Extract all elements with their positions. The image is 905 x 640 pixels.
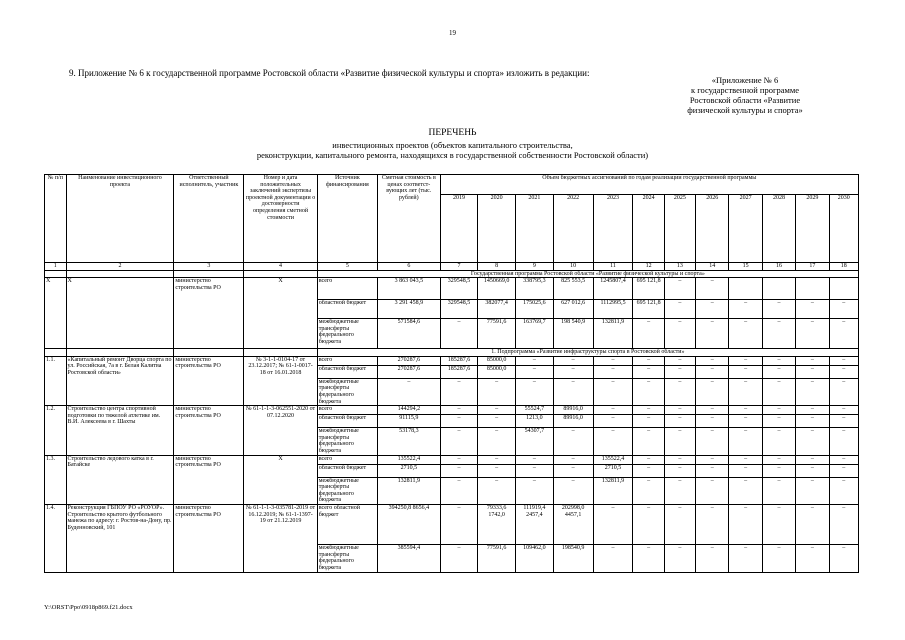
year-value: – xyxy=(633,319,664,349)
year-value: – xyxy=(829,356,858,365)
year-value: – xyxy=(729,544,762,572)
year-header: 2028 xyxy=(762,195,795,263)
year-value: 85000,0 xyxy=(478,365,516,378)
year-value: – xyxy=(664,300,695,319)
year-value: – xyxy=(664,278,695,300)
year-value: – xyxy=(516,356,554,365)
executor: министерство строительства РО xyxy=(174,406,244,455)
year-value: – xyxy=(829,504,858,544)
year-value: – xyxy=(762,415,795,428)
funding-source: межбюджетные трансферты федерального бюджета xyxy=(317,544,377,572)
year-value: – xyxy=(729,356,762,365)
year-value: 1112995,5 xyxy=(593,300,633,319)
year-value: – xyxy=(796,544,829,572)
document-title: ПЕРЕЧЕНЬ xyxy=(428,128,477,138)
year-value: 132811,9 xyxy=(593,319,633,349)
year-value: 185287,6 xyxy=(440,365,478,378)
project-name: «Капитальный ремонт Дворца спорта по ул. Российская, 7а в г. Белая Калитва Ростовской области» xyxy=(66,356,174,405)
year-value: 109462,0 xyxy=(516,544,554,572)
year-value: – xyxy=(440,406,478,415)
year-value: – xyxy=(796,464,829,477)
estimated-cost: 385594,4 xyxy=(378,544,441,572)
project-name: Строительство ледового катка в г. Батайске xyxy=(66,455,174,504)
executor: министерство строительства РО xyxy=(174,356,244,405)
column-number: 15 xyxy=(729,263,762,271)
year-value: – xyxy=(664,455,695,464)
column-number: 6 xyxy=(378,263,441,271)
year-value: – xyxy=(516,365,554,378)
year-value: – xyxy=(729,319,762,349)
year-value: – xyxy=(829,406,858,415)
file-path-footer: Y:\ORST\Ppo\0918p869.f21.docx xyxy=(44,604,133,611)
header-executor: Ответственный исполнитель, участник xyxy=(174,175,244,263)
table-row xyxy=(45,406,859,415)
estimated-cost: 135522,4 xyxy=(378,455,441,464)
year-value: – xyxy=(796,319,829,349)
header-expertise: Номер и дата положительных заключений экспертизы проектной документации о достоверности определения сметной стоимости xyxy=(244,175,317,263)
year-value: – xyxy=(829,428,858,455)
year-value: – xyxy=(729,455,762,464)
year-value: – xyxy=(516,464,554,477)
estimated-cost: 571584,6 xyxy=(378,319,441,349)
year-value: – xyxy=(478,464,516,477)
year-value: – xyxy=(593,378,633,405)
row-num: Х xyxy=(45,278,67,349)
year-value: 1213,0 xyxy=(516,415,554,428)
year-value: – xyxy=(729,378,762,405)
header-cost: Сметная стоимость в ценах соответст-вующих лет (тыс. рублей) xyxy=(378,175,441,263)
year-value: – xyxy=(553,464,593,477)
year-value: – xyxy=(633,428,664,455)
expertise: № 61-1-1-3-035781-2019 от 16.12.2019; № 61-1-1397-19 от 21.12.2019 xyxy=(244,504,317,572)
funding-source: всего xyxy=(317,278,377,300)
year-value: – xyxy=(762,378,795,405)
funding-source: межбюджетные трансферты федерального бюджета xyxy=(317,378,377,405)
year-value: – xyxy=(695,428,728,455)
year-value: – xyxy=(762,428,795,455)
year-value: 825 553,5 xyxy=(553,278,593,300)
funding-source: межбюджетные трансферты федерального бюджета xyxy=(317,319,377,349)
annex-line: физической культуры и спорта» xyxy=(687,105,803,115)
year-value xyxy=(829,278,858,300)
year-value: – xyxy=(440,504,478,544)
year-header: 2029 xyxy=(796,195,829,263)
year-value: 1450669,0 xyxy=(478,278,516,300)
funding-source: областной бюджет xyxy=(317,300,377,319)
year-value: 382077,4 xyxy=(478,300,516,319)
year-header: 2023 xyxy=(593,195,633,263)
year-value: – xyxy=(478,428,516,455)
year-value: – xyxy=(553,477,593,504)
section-row xyxy=(45,270,859,278)
year-value: 198 540,9 xyxy=(553,319,593,349)
year-value: – xyxy=(633,356,664,365)
page-number: 19 xyxy=(449,29,456,37)
year-value: 55524,7 xyxy=(516,406,554,415)
year-value: – xyxy=(729,415,762,428)
column-number: 8 xyxy=(478,263,516,271)
row-num: 1.1. xyxy=(45,356,67,405)
year-value: – xyxy=(695,365,728,378)
year-value: – xyxy=(440,477,478,504)
year-value: – xyxy=(633,464,664,477)
year-value: – xyxy=(478,455,516,464)
expertise: № 3-1-1-0104-17 от 23.12.2017; № 61-1-0017-18 от 16.01.2018 xyxy=(244,356,317,405)
year-value: – xyxy=(664,464,695,477)
year-value: 163769,7 xyxy=(516,319,554,349)
project-name: Реконструкция ГБПОУ РО «РОУОР». Строительство крытого футбольного манежа по адресу: г. Ростов-на-Дону, пр. Буденновский, 101 xyxy=(66,504,174,572)
year-value: – xyxy=(695,415,728,428)
column-number: 18 xyxy=(829,263,858,271)
column-number: 12 xyxy=(633,263,664,271)
funding-source: межбюджетные трансферты федерального бюджета xyxy=(317,428,377,455)
year-value: 1245807,4 xyxy=(593,278,633,300)
funding-source: областной бюджет xyxy=(317,464,377,477)
year-value: – xyxy=(440,544,478,572)
estimated-cost: 144294,2 xyxy=(378,406,441,415)
year-value: 54307,7 xyxy=(516,428,554,455)
year-value: 2710,5 xyxy=(593,464,633,477)
year-value: – xyxy=(440,464,478,477)
year-value: 111919,4 2457,4 xyxy=(516,504,554,544)
column-number: 7 xyxy=(440,263,478,271)
document-subtitle xyxy=(0,140,905,160)
year-value: – xyxy=(478,415,516,428)
year-value xyxy=(729,278,762,300)
year-value: – xyxy=(553,428,593,455)
annex-line: «Приложение № 6 xyxy=(711,75,779,85)
year-value: – xyxy=(664,365,695,378)
header-source: Источник финансирования xyxy=(317,175,377,263)
subtitle-line: реконструкции, капитального ремонта, находящихся в государственной собственности Ростовской области) xyxy=(256,150,649,160)
year-value: – xyxy=(516,378,554,405)
year-value: – xyxy=(695,455,728,464)
year-value xyxy=(762,278,795,300)
year-value: – xyxy=(829,464,858,477)
column-number: 2 xyxy=(66,263,174,271)
year-value: – xyxy=(516,477,554,504)
year-value: – xyxy=(729,464,762,477)
year-value: – xyxy=(633,504,664,544)
year-value: 85000,0 xyxy=(478,356,516,365)
estimated-cost: 270287,6 xyxy=(378,356,441,365)
year-header: 2024 xyxy=(633,195,664,263)
year-value: – xyxy=(762,504,795,544)
year-value: 329548,5 xyxy=(440,300,478,319)
expertise: Х xyxy=(244,278,317,349)
year-value: – xyxy=(478,378,516,405)
year-value: – xyxy=(478,477,516,504)
year-value: – xyxy=(695,300,728,319)
header-num: № п/п xyxy=(45,175,67,263)
year-value: – xyxy=(762,455,795,464)
year-value: – xyxy=(440,319,478,349)
column-number: 1 xyxy=(45,263,67,271)
column-number: 13 xyxy=(664,263,695,271)
year-value: 135522,4 xyxy=(593,455,633,464)
year-value: 77591,6 xyxy=(478,319,516,349)
year-value: – xyxy=(440,428,478,455)
estimated-cost: 394250,8 8656,4 xyxy=(378,504,441,544)
table-row xyxy=(45,278,859,300)
column-number: 9 xyxy=(516,263,554,271)
column-number: 3 xyxy=(174,263,244,271)
year-value: 338795,3 xyxy=(516,278,554,300)
column-number: 10 xyxy=(553,263,593,271)
subtitle-line: инвестиционных проектов (объектов капитального строительства, xyxy=(332,140,573,150)
year-value: – xyxy=(593,365,633,378)
year-value: – xyxy=(796,415,829,428)
year-value: – xyxy=(829,455,858,464)
year-value: 77591,6 xyxy=(478,544,516,572)
year-value: – xyxy=(762,544,795,572)
row-num: 1.2. xyxy=(45,406,67,455)
year-header: 2022 xyxy=(553,195,593,263)
funding-source: всего xyxy=(317,406,377,415)
year-value: – xyxy=(695,544,728,572)
year-value: 627 012,6 xyxy=(553,300,593,319)
estimated-cost: – xyxy=(378,378,441,405)
column-number: 5 xyxy=(317,263,377,271)
year-value: – xyxy=(695,278,728,300)
year-value: – xyxy=(829,415,858,428)
year-value: – xyxy=(664,477,695,504)
year-value: – xyxy=(762,300,795,319)
funding-source: межбюджетные трансферты федерального бюджета xyxy=(317,477,377,504)
year-value: 695 121,8 xyxy=(633,300,664,319)
year-value: – xyxy=(729,300,762,319)
year-value: – xyxy=(633,477,664,504)
year-value: – xyxy=(664,319,695,349)
funding-source: всего xyxy=(317,455,377,464)
year-value: 132811,9 xyxy=(593,477,633,504)
year-header: 2020 xyxy=(478,195,516,263)
year-value: – xyxy=(695,319,728,349)
year-value: – xyxy=(664,544,695,572)
year-value: – xyxy=(553,365,593,378)
year-value: – xyxy=(829,477,858,504)
section-row xyxy=(45,349,859,357)
year-value: – xyxy=(593,504,633,544)
year-value: – xyxy=(762,356,795,365)
year-header: 2025 xyxy=(664,195,695,263)
table-row xyxy=(45,455,859,464)
estimated-cost: 3 863 043,5 xyxy=(378,278,441,300)
funding-source: областной бюджет xyxy=(317,415,377,428)
estimated-cost: 270287,6 xyxy=(378,365,441,378)
year-value: – xyxy=(829,365,858,378)
expertise: Х xyxy=(244,455,317,504)
executor: министерство строительства РО xyxy=(174,504,244,572)
year-value: – xyxy=(516,455,554,464)
year-value: – xyxy=(762,319,795,349)
table-row xyxy=(45,504,859,544)
year-value: 202998,0 4457,1 xyxy=(553,504,593,544)
year-header: 2019 xyxy=(440,195,478,263)
year-value: – xyxy=(633,365,664,378)
estimated-cost: 3 291 458,9 xyxy=(378,300,441,319)
year-header: 2030 xyxy=(829,195,858,263)
year-value: – xyxy=(440,455,478,464)
year-value: – xyxy=(796,428,829,455)
year-value: – xyxy=(553,378,593,405)
year-value: – xyxy=(664,428,695,455)
executor: министерство строительства РО xyxy=(174,455,244,504)
annex-line: Ростовской области «Развитие xyxy=(689,95,801,105)
year-value: 185287,6 xyxy=(440,356,478,365)
estimated-cost: 91115,9 xyxy=(378,415,441,428)
estimated-cost: 2710,5 xyxy=(378,464,441,477)
column-number: 4 xyxy=(244,263,317,271)
year-value: – xyxy=(695,378,728,405)
year-value: – xyxy=(695,406,728,415)
year-value: – xyxy=(729,365,762,378)
column-number: 14 xyxy=(695,263,728,271)
annex-line: к государственной программе xyxy=(690,85,800,95)
year-value: 695 121,8 xyxy=(633,278,664,300)
year-value: – xyxy=(762,365,795,378)
year-value: – xyxy=(593,428,633,455)
section-title: Государственная программа Ростовской области «Развитие физической культуры и спорта» xyxy=(317,270,858,278)
column-number: 16 xyxy=(762,263,795,271)
year-value: – xyxy=(829,378,858,405)
year-header: 2027 xyxy=(729,195,762,263)
header-name: Наименование инвестиционного проекта xyxy=(66,175,174,263)
year-value: – xyxy=(729,477,762,504)
year-value: – xyxy=(633,455,664,464)
table-row xyxy=(45,356,859,365)
year-value: – xyxy=(553,356,593,365)
year-value: – xyxy=(664,356,695,365)
executor: министерство строительства РО xyxy=(174,278,244,349)
year-value: – xyxy=(796,455,829,464)
year-value: – xyxy=(796,365,829,378)
year-value: – xyxy=(796,406,829,415)
year-value: – xyxy=(440,378,478,405)
year-value: 89916,0 xyxy=(553,406,593,415)
year-value: – xyxy=(593,415,633,428)
year-value: – xyxy=(829,319,858,349)
year-value: – xyxy=(695,356,728,365)
year-value: – xyxy=(829,544,858,572)
year-value: – xyxy=(478,406,516,415)
column-number: 11 xyxy=(593,263,633,271)
year-value: – xyxy=(695,464,728,477)
year-value: – xyxy=(729,428,762,455)
year-value: 79333,6 1742,0 xyxy=(478,504,516,544)
year-value: – xyxy=(440,415,478,428)
year-value: – xyxy=(762,464,795,477)
year-header: 2026 xyxy=(695,195,728,263)
year-value: – xyxy=(762,477,795,504)
year-value: – xyxy=(664,415,695,428)
year-value: – xyxy=(796,504,829,544)
year-value: – xyxy=(762,406,795,415)
row-num: 1.3. xyxy=(45,455,67,504)
year-value: – xyxy=(553,455,593,464)
year-value: – xyxy=(593,356,633,365)
header-volume: Объем бюджетных ассигнований по годам реализации государственной программы xyxy=(440,175,858,195)
year-value: – xyxy=(633,415,664,428)
year-value: – xyxy=(664,406,695,415)
row-num: 1.4. xyxy=(45,504,67,572)
year-value: – xyxy=(695,504,728,544)
year-value: – xyxy=(633,406,664,415)
year-header: 2021 xyxy=(516,195,554,263)
year-value: – xyxy=(796,378,829,405)
year-value: – xyxy=(664,504,695,544)
project-name: Строительство центра спортивной подготовки по тяжелой атлетике им. В.И. Алексеева в г. Шахты xyxy=(66,406,174,455)
year-value: 329548,5 xyxy=(440,278,478,300)
year-value: – xyxy=(695,477,728,504)
section-title: 1. Подпрограмма «Развитие инфраструктуры спорта в Ростовской области» xyxy=(317,349,858,357)
year-value: – xyxy=(633,544,664,572)
funding-source: всего областной бюджет xyxy=(317,504,377,544)
estimated-cost: 132811,9 xyxy=(378,477,441,504)
funding-source: всего xyxy=(317,356,377,365)
intro-text: 9. Приложение № 6 к государственной программе Ростовской области «Развитие физической культуры и спорта» изложить в редакции: xyxy=(69,68,590,78)
year-value: – xyxy=(593,406,633,415)
year-value: – xyxy=(829,300,858,319)
year-value: – xyxy=(633,378,664,405)
year-value: – xyxy=(729,406,762,415)
funding-source: областной бюджет xyxy=(317,365,377,378)
year-value: 198540,9 xyxy=(553,544,593,572)
project-name: Х xyxy=(66,278,174,349)
year-value: 89916,0 xyxy=(553,415,593,428)
column-number: 17 xyxy=(796,263,829,271)
year-value: – xyxy=(796,300,829,319)
year-value xyxy=(796,278,829,300)
expertise: № 61-1-1-3-062551-2020 от 07.12.2020 xyxy=(244,406,317,455)
year-value: – xyxy=(796,477,829,504)
investment-projects-table xyxy=(44,174,859,573)
year-value: – xyxy=(796,356,829,365)
year-value: – xyxy=(729,504,762,544)
year-value: – xyxy=(664,378,695,405)
year-value: – xyxy=(593,544,633,572)
annex-heading xyxy=(665,75,825,115)
year-value: 175025,6 xyxy=(516,300,554,319)
estimated-cost: 53178,3 xyxy=(378,428,441,455)
